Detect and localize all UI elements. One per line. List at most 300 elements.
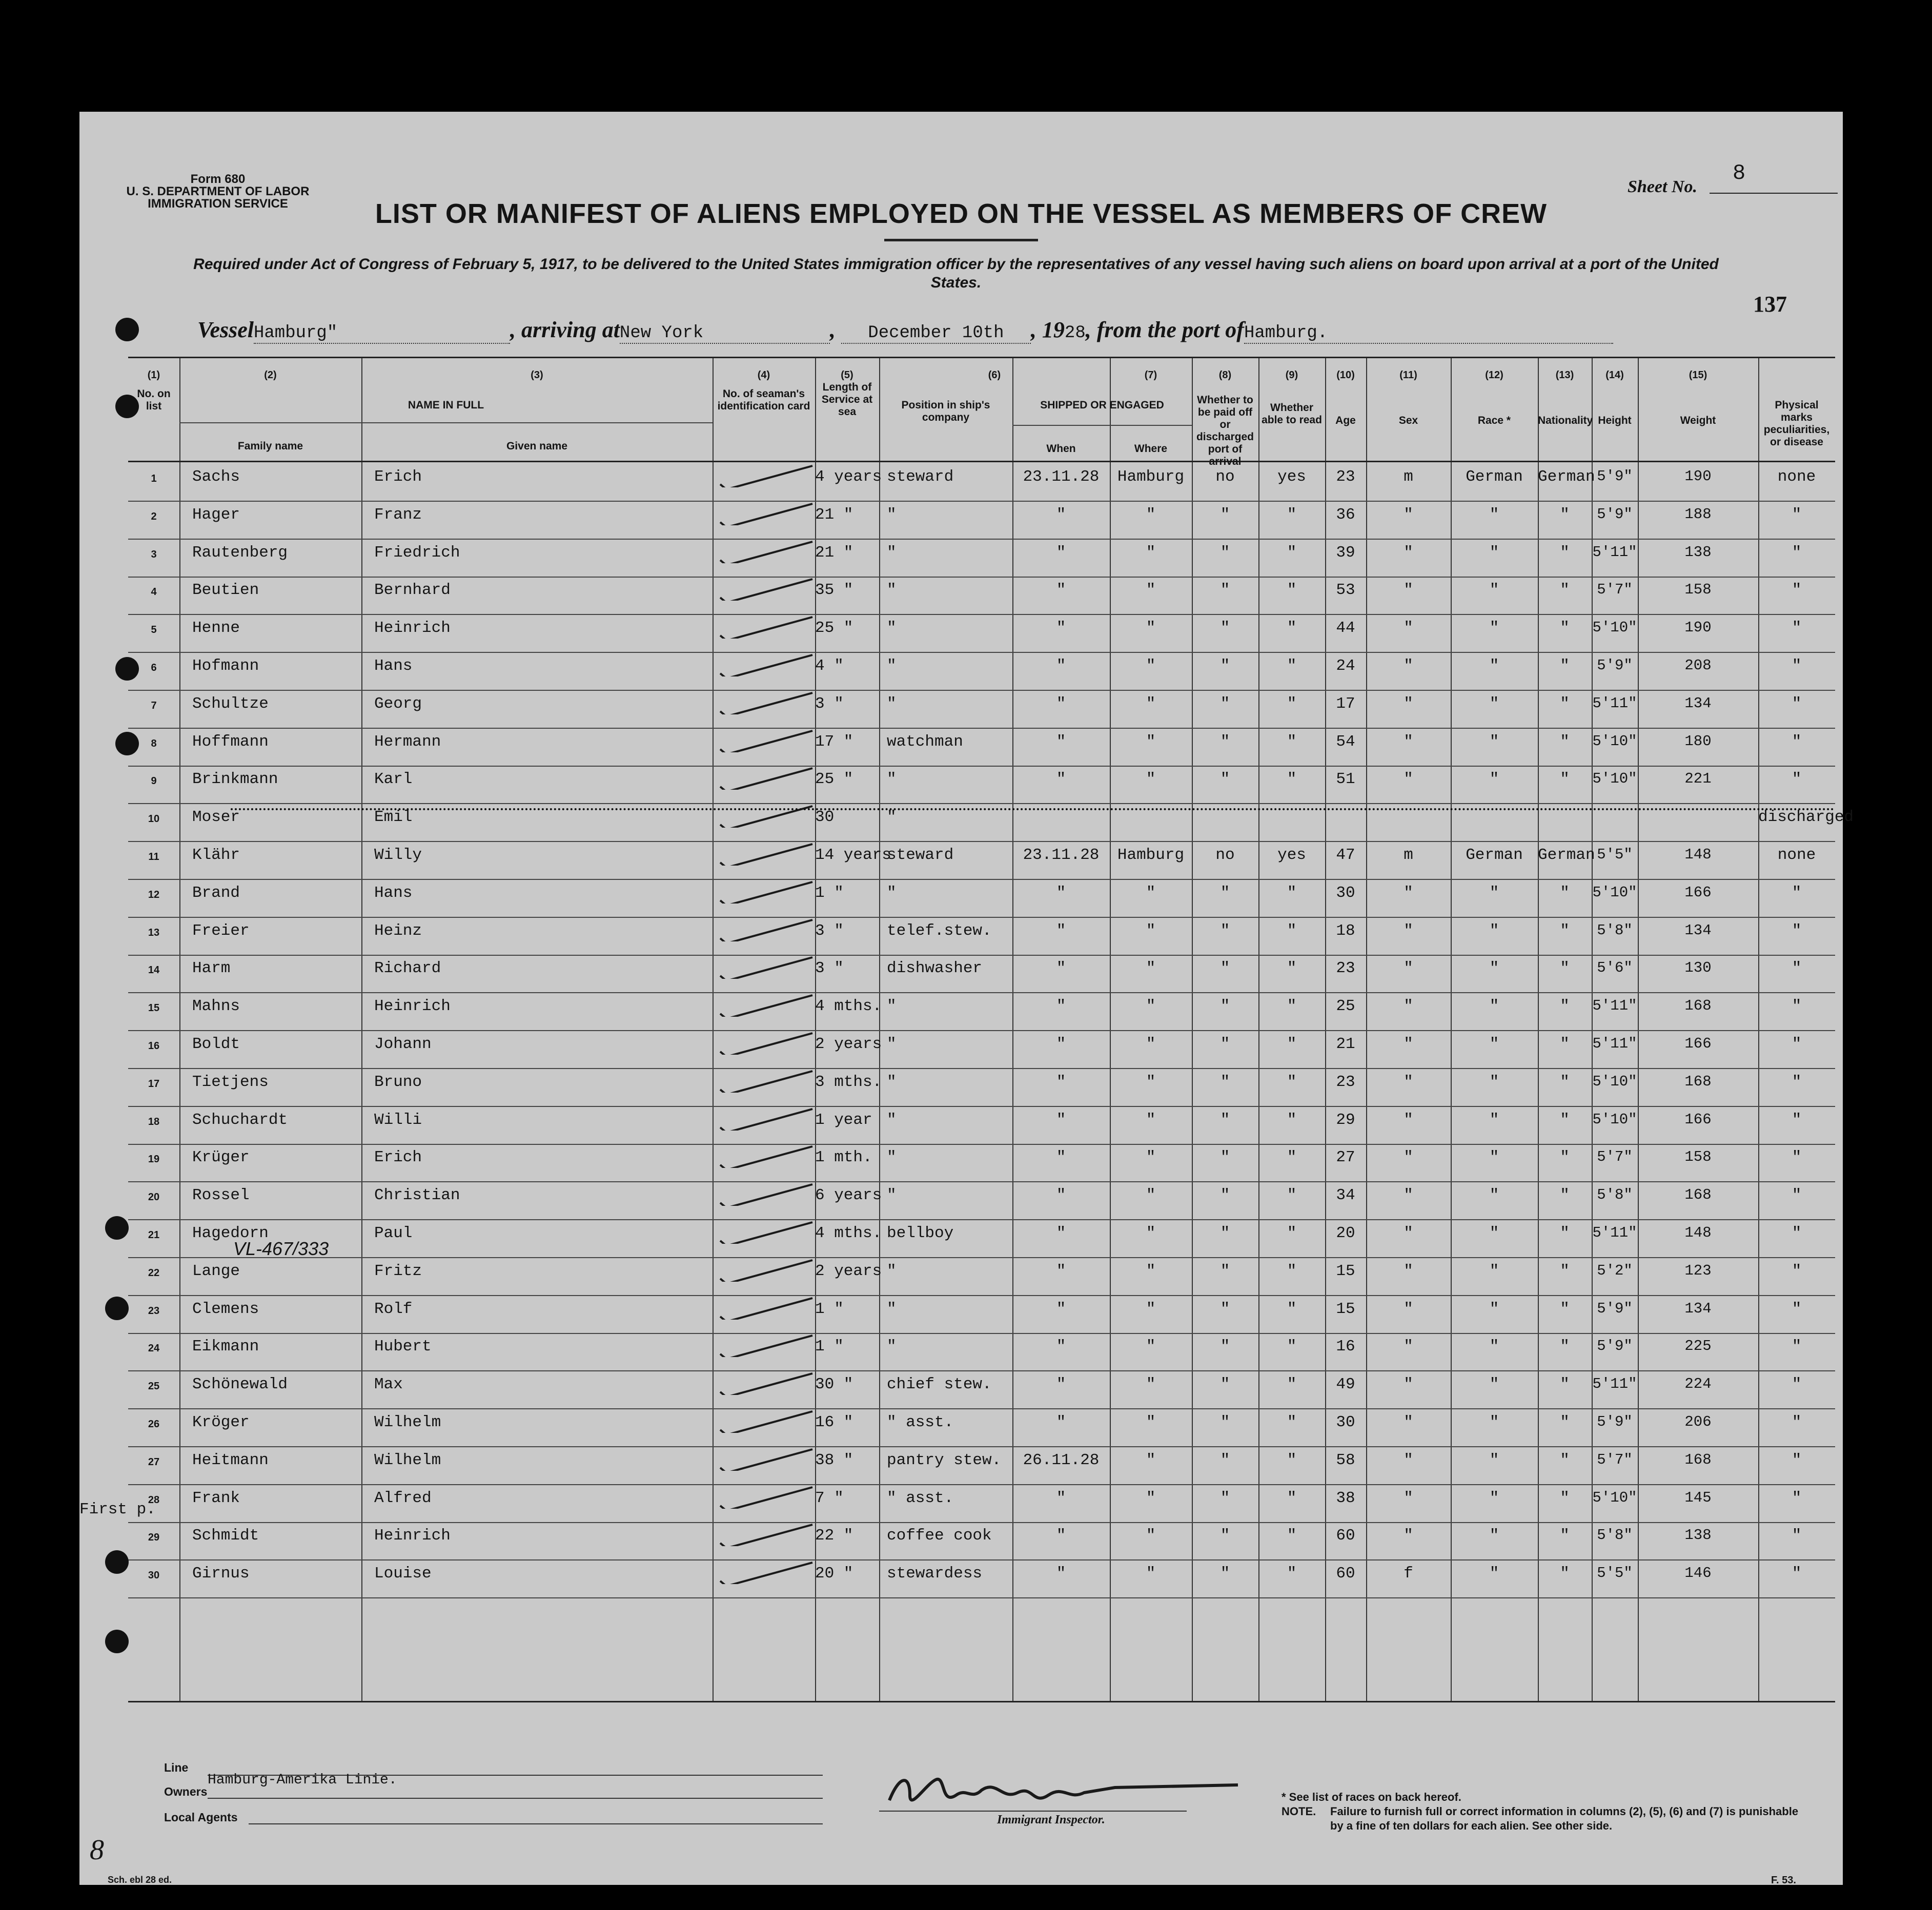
cell-shipped-where: " [1146, 732, 1156, 751]
check-mark-icon [715, 880, 818, 903]
title-rule [884, 239, 1038, 241]
cell-length-of-service: 2 years [815, 1262, 882, 1280]
header-bottom-rule [128, 461, 1835, 462]
cell-family-name: Brinkmann [192, 770, 278, 789]
cell-weight: 188 [1684, 505, 1712, 523]
cell-physical-marks: " [1792, 1300, 1802, 1318]
cell-able-to-read: " [1287, 770, 1297, 789]
table-row [128, 1258, 1835, 1296]
cell-sex: " [1404, 1300, 1413, 1318]
header-position: Position in ship's company [901, 399, 990, 423]
cell-given-name: Emil [374, 808, 413, 827]
cell-given-name: Paul [374, 1224, 413, 1242]
cell-physical-marks: " [1792, 1413, 1802, 1431]
cell-shipped-when: " [1056, 1300, 1066, 1318]
cell-height: 5'11" [1592, 1375, 1637, 1393]
cell-paid-off: " [1220, 1413, 1230, 1431]
cell-shipped-when: 23.11.28 [1023, 468, 1100, 486]
cell-shipped-where: " [1146, 1565, 1156, 1583]
col-num-6: (6) [988, 369, 1001, 381]
cell-shipped-where: " [1146, 657, 1156, 675]
cell-able-to-read: " [1287, 1262, 1297, 1280]
col-num-11: (11) [1399, 369, 1417, 381]
cell-age: 17 [1336, 694, 1355, 713]
sheet-number: 8 [1733, 161, 1746, 186]
printer-code: Sch. ebl 28 ed. [108, 1875, 172, 1885]
cell-given-name: Heinz [374, 921, 422, 940]
cell-position: " [887, 997, 897, 1016]
header-physical-marks: Physical marks peculiarities, or disease [1763, 399, 1830, 448]
check-mark-icon [715, 918, 818, 941]
cell-height: 5'10" [1592, 732, 1637, 750]
table-row [128, 1220, 1835, 1258]
cell-family-name: Harm [192, 959, 231, 978]
cell-shipped-when: " [1056, 657, 1066, 675]
cell-race: " [1489, 694, 1499, 713]
cell-able-to-read: " [1287, 1338, 1297, 1356]
cell-position: " [887, 770, 897, 789]
footer-owners-rule [208, 1798, 823, 1799]
department: U. S. DEPARTMENT OF LABOR [126, 184, 310, 198]
cell-sex: " [1404, 732, 1413, 751]
cell-race: " [1489, 543, 1499, 562]
check-mark-icon [715, 1220, 818, 1244]
cell-sex: " [1404, 619, 1413, 638]
cell-weight: 148 [1684, 846, 1712, 863]
check-mark-icon [715, 1560, 818, 1584]
cell-position: " asst. [887, 1489, 954, 1507]
inspector-label: Immigrant Inspector. [997, 1813, 1105, 1826]
cell-shipped-where: " [1146, 1111, 1156, 1129]
cell-weight: 168 [1684, 1073, 1712, 1090]
cell-row-number: 7 [151, 700, 157, 711]
cell-weight: 138 [1684, 543, 1712, 561]
cell-age: 47 [1336, 846, 1355, 864]
cell-position: dishwasher [887, 959, 983, 978]
cell-length-of-service: 1 " [815, 1300, 844, 1318]
cell-family-name: Heitmann [192, 1451, 269, 1469]
table-row [128, 1031, 1835, 1069]
cell-physical-marks: " [1792, 997, 1802, 1016]
cell-height: 5'10" [1592, 1111, 1637, 1128]
cell-length-of-service: 3 " [815, 921, 844, 940]
cell-shipped-when: " [1056, 1111, 1066, 1129]
cell-height: 5'10" [1592, 1489, 1637, 1506]
name-subheader-rule [179, 422, 713, 423]
cell-age: 51 [1336, 770, 1355, 789]
cell-age: 29 [1336, 1111, 1355, 1129]
cell-weight: 168 [1684, 1186, 1712, 1204]
cell-row-number: 14 [148, 964, 160, 976]
check-mark-icon [715, 1485, 818, 1509]
cell-age: 21 [1336, 1035, 1355, 1053]
corner-mark: 8 [90, 1834, 104, 1866]
header-paid-off: Whether to be paid off or discharged port of arrival [1196, 394, 1254, 467]
cell-nationality: " [1560, 581, 1570, 600]
binder-hole [115, 395, 139, 418]
cell-sex: m [1404, 468, 1413, 486]
cell-shipped-when: " [1056, 1262, 1066, 1280]
cell-length-of-service: 7 " [815, 1489, 844, 1507]
page-number: 137 [1753, 292, 1787, 317]
cell-paid-off: " [1220, 1262, 1230, 1280]
cell-row-number: 15 [148, 1002, 160, 1014]
cell-age: 38 [1336, 1489, 1355, 1507]
cell-physical-marks: " [1792, 1148, 1802, 1167]
table-row [128, 615, 1835, 653]
cell-able-to-read: " [1287, 1413, 1297, 1431]
cell-weight: 158 [1684, 1148, 1712, 1166]
cell-race: " [1489, 959, 1499, 978]
cell-family-name: Hagedorn [192, 1224, 269, 1242]
cell-weight: 145 [1684, 1489, 1712, 1506]
col-num-13: (13) [1555, 369, 1574, 381]
cell-nationality: " [1560, 1489, 1570, 1507]
row-rule [128, 1597, 1835, 1598]
cell-nationality: " [1560, 1338, 1570, 1356]
cell-height: 5'11" [1592, 1035, 1637, 1052]
cell-family-name: Boldt [192, 1035, 240, 1053]
check-mark-icon [715, 691, 818, 714]
cell-race: " [1489, 1375, 1499, 1394]
header-name-in-full: NAME IN FULL [408, 399, 484, 411]
cell-nationality: " [1560, 732, 1570, 751]
check-mark-icon [715, 842, 818, 866]
check-mark-icon [715, 955, 818, 979]
cell-able-to-read: " [1287, 694, 1297, 713]
race-note: * See list of races on back hereof. [1282, 1791, 1461, 1803]
cell-weight: 180 [1684, 732, 1712, 750]
cell-able-to-read: " [1287, 1451, 1297, 1469]
cell-race: " [1489, 732, 1499, 751]
cell-age: 53 [1336, 581, 1355, 600]
cell-paid-off: " [1220, 619, 1230, 638]
cell-physical-marks: " [1792, 732, 1802, 751]
cell-length-of-service: 25 " [815, 619, 853, 638]
sheet-number-rule [1710, 193, 1838, 194]
cell-race: " [1489, 884, 1499, 902]
cell-physical-marks: " [1792, 921, 1802, 940]
cell-given-name: Erich [374, 468, 422, 486]
cell-race: " [1489, 657, 1499, 675]
cell-nationality: " [1560, 1451, 1570, 1469]
cell-race: " [1489, 1035, 1499, 1053]
cell-nationality: " [1560, 1224, 1570, 1242]
cell-able-to-read: " [1287, 505, 1297, 524]
cell-length-of-service: 4 mths. [815, 997, 882, 1016]
handwritten-reference: VL-467/333 [233, 1238, 329, 1259]
cell-able-to-read: " [1287, 1073, 1297, 1091]
cell-row-number: 6 [151, 662, 157, 673]
cell-physical-marks: " [1792, 505, 1802, 524]
cell-shipped-when: 23.11.28 [1023, 846, 1100, 864]
note-text: Failure to furnish full or correct information in columns (2), (5), (6) and (7) is punishable by a fine of ten dollars for each alien. See other side. [1330, 1805, 1799, 1832]
table-row [128, 804, 1854, 842]
cell-nationality: " [1560, 884, 1570, 902]
header-race: Race * [1477, 415, 1511, 426]
cell-position: pantry stew. [887, 1451, 1002, 1469]
cell-able-to-read: " [1287, 732, 1297, 751]
cell-family-name: Schönewald [192, 1375, 288, 1394]
cell-sex: " [1404, 1186, 1413, 1205]
cell-sex: " [1404, 770, 1413, 789]
shipped-subheader-rule [1012, 425, 1192, 426]
table-row [128, 993, 1835, 1031]
cell-position: steward [887, 846, 954, 864]
table-row [128, 691, 1835, 729]
cell-height: 5'9" [1597, 505, 1633, 523]
cell-position: telef.stew. [887, 921, 992, 940]
cell-height: 5'8" [1597, 1186, 1633, 1204]
cell-age: 44 [1336, 619, 1355, 638]
cell-weight: 138 [1684, 1527, 1712, 1544]
cell-sex: " [1404, 1224, 1413, 1242]
cell-shipped-where: " [1146, 619, 1156, 638]
cell-weight: 190 [1684, 619, 1712, 636]
cell-physical-marks: " [1792, 1375, 1802, 1394]
cell-position: " [887, 657, 897, 675]
service: IMMIGRATION SERVICE [148, 197, 288, 211]
table-row [128, 1371, 1835, 1409]
cell-able-to-read: " [1287, 1527, 1297, 1545]
cell-row-number: 17 [148, 1078, 160, 1090]
header-sex: Sex [1398, 415, 1418, 426]
cell-given-name: Hans [374, 657, 413, 675]
cell-physical-marks: " [1792, 657, 1802, 675]
cell-paid-off: " [1220, 1527, 1230, 1545]
departure-port: Hamburg. [1244, 323, 1613, 344]
cell-race: German [1466, 468, 1523, 486]
cell-position: " [887, 884, 897, 902]
from-label: from the port of [1096, 317, 1244, 342]
cell-position: " [887, 619, 897, 638]
cell-shipped-where: " [1146, 884, 1156, 902]
cell-shipped-when: " [1056, 1489, 1066, 1507]
strikethrough-line [231, 808, 1835, 810]
voyage-line: VesselHamburg" , arriving atNew York , December 10th , 1928, from the port ofHamburg. [197, 317, 1613, 344]
cell-length-of-service: 3 " [815, 694, 844, 713]
cell-paid-off: " [1220, 1224, 1230, 1242]
manifest-sheet [79, 112, 1854, 1886]
cell-weight: 166 [1684, 1035, 1712, 1052]
cell-row-number: 5 [151, 624, 157, 636]
header-where: Where [1134, 443, 1168, 455]
cell-shipped-where: " [1146, 1224, 1156, 1242]
cell-sex: " [1404, 694, 1413, 713]
crew-table [128, 357, 1854, 1702]
cell-position: bellboy [887, 1224, 954, 1242]
cell-able-to-read: " [1287, 657, 1297, 675]
table-row [128, 729, 1835, 767]
cell-weight: 134 [1684, 1300, 1712, 1317]
check-mark-icon [715, 1523, 818, 1546]
table-row [128, 653, 1835, 691]
binder-hole [105, 1630, 129, 1653]
cell-row-number: 4 [151, 586, 157, 598]
cell-paid-off: " [1220, 1565, 1230, 1583]
table-row [128, 918, 1835, 956]
cell-position: " asst. [887, 1413, 954, 1431]
cell-position: steward [887, 468, 954, 486]
cell-paid-off: " [1220, 770, 1230, 789]
header-no-on-list: No. on list [137, 388, 171, 412]
cell-position: " [887, 1338, 897, 1356]
cell-physical-marks: " [1792, 694, 1802, 713]
cell-given-name: Heinrich [374, 997, 451, 1016]
cell-age: 58 [1336, 1451, 1355, 1469]
cell-shipped-when: " [1056, 1186, 1066, 1205]
cell-family-name: Tietjens [192, 1073, 269, 1091]
cell-age: 15 [1336, 1262, 1355, 1280]
cell-row-number: 16 [148, 1040, 160, 1052]
check-mark-icon [715, 1069, 818, 1093]
cell-age: 20 [1336, 1224, 1355, 1242]
col-num-15: (15) [1689, 369, 1707, 381]
cell-length-of-service: 4 years [815, 468, 882, 486]
cell-row-number: 25 [148, 1381, 160, 1392]
check-mark-icon [715, 1144, 818, 1168]
cell-height: 5'11" [1592, 694, 1637, 712]
cell-sex: " [1404, 1073, 1413, 1091]
cell-weight: 166 [1684, 884, 1712, 901]
cell-able-to-read: " [1287, 543, 1297, 562]
cell-sex: " [1404, 1489, 1413, 1507]
cell-weight: 134 [1684, 921, 1712, 939]
cell-nationality: German [1538, 846, 1595, 864]
cell-race: " [1489, 1148, 1499, 1167]
cell-able-to-read: yes [1277, 468, 1306, 486]
check-mark-icon [715, 1409, 818, 1433]
cell-shipped-when: " [1056, 1035, 1066, 1053]
cell-weight: 168 [1684, 997, 1712, 1015]
cell-physical-marks: " [1792, 770, 1802, 789]
check-mark-icon [715, 993, 818, 1017]
cell-physical-marks: " [1792, 1565, 1802, 1583]
header-given-name: Given name [506, 440, 568, 452]
cell-race: " [1489, 921, 1499, 940]
cell-able-to-read: " [1287, 884, 1297, 902]
binder-hole [115, 318, 139, 341]
cell-race: " [1489, 770, 1499, 789]
cell-paid-off: " [1220, 1300, 1230, 1318]
inspector-rule [879, 1811, 1187, 1812]
cell-height: 5'7" [1597, 1451, 1633, 1468]
cell-position: coffee cook [887, 1527, 992, 1545]
cell-given-name: Rolf [374, 1300, 413, 1318]
table-row [128, 502, 1835, 540]
cell-shipped-where: " [1146, 543, 1156, 562]
cell-family-name: Brand [192, 884, 240, 902]
cell-age: 36 [1336, 505, 1355, 524]
cell-nationality: " [1560, 543, 1570, 562]
cell-sex: " [1404, 1262, 1413, 1280]
cell-nationality: " [1560, 505, 1570, 524]
cell-nationality: " [1560, 1148, 1570, 1167]
binder-hole [105, 1550, 129, 1574]
cell-shipped-when: 26.11.28 [1023, 1451, 1100, 1469]
cell-family-name: Krüger [192, 1148, 250, 1167]
cell-row-number: 29 [148, 1532, 160, 1544]
cell-age: 23 [1336, 468, 1355, 486]
cell-nationality: " [1560, 959, 1570, 978]
header-length-service: Length of Service at sea [821, 381, 873, 418]
inspector-signature [879, 1764, 1269, 1821]
cell-height: 5'9" [1597, 1300, 1633, 1317]
cell-shipped-when: " [1056, 694, 1066, 713]
cell-row-number: 18 [148, 1116, 160, 1127]
cell-given-name: Franz [374, 505, 422, 524]
table-row [128, 1485, 1835, 1523]
cell-shipped-when: " [1056, 1148, 1066, 1167]
cell-position: " [887, 808, 897, 827]
cell-family-name: Lange [192, 1262, 240, 1280]
sheet-label: Sheet No. [1628, 177, 1697, 196]
cell-height: 5'9" [1597, 1338, 1633, 1355]
cell-position: watchman [887, 732, 963, 751]
cell-family-name: Rautenberg [192, 543, 288, 562]
cell-race: " [1489, 1186, 1499, 1205]
cell-row-number: 10 [148, 813, 160, 825]
cell-physical-marks: " [1792, 1035, 1802, 1053]
arrival-port: New York [620, 323, 830, 344]
cell-race: " [1489, 1224, 1499, 1242]
cell-nationality: " [1560, 1073, 1570, 1091]
cell-paid-off: " [1220, 694, 1230, 713]
cell-nationality: " [1560, 1111, 1570, 1129]
cell-age: 39 [1336, 543, 1355, 562]
cell-given-name: Georg [374, 694, 422, 713]
cell-height: 5'5" [1597, 1565, 1633, 1582]
cell-race: " [1489, 1338, 1499, 1356]
cell-physical-marks: " [1792, 1527, 1802, 1545]
cell-family-name: Freier [192, 921, 250, 940]
cell-sex: " [1404, 1375, 1413, 1394]
cell-length-of-service: 1 " [815, 1338, 844, 1356]
cell-age: 24 [1336, 657, 1355, 675]
cell-physical-marks: none [1777, 468, 1816, 486]
note-label: NOTE. [1282, 1805, 1316, 1818]
cell-sex: " [1404, 505, 1413, 524]
cell-able-to-read: " [1287, 581, 1297, 600]
year-prefix: 19 [1042, 317, 1065, 342]
cell-paid-off: " [1220, 1375, 1230, 1394]
footer-line-label: Line [164, 1761, 189, 1774]
check-mark-icon [715, 1296, 818, 1320]
cell-nationality: " [1560, 770, 1570, 789]
cell-able-to-read: " [1287, 1224, 1297, 1242]
cell-family-name: Hager [192, 505, 240, 524]
cell-weight: 146 [1684, 1565, 1712, 1582]
cell-physical-marks: " [1792, 1186, 1802, 1205]
arrival-year: 28 [1064, 323, 1086, 343]
cell-row-number: 22 [148, 1267, 160, 1279]
cell-row-number: 1 [151, 473, 157, 484]
col-num-2: (2) [264, 369, 277, 381]
cell-length-of-service: 30 [815, 808, 835, 827]
cell-length-of-service: 35 " [815, 581, 853, 600]
cell-shipped-where: " [1146, 770, 1156, 789]
cell-shipped-when: " [1056, 921, 1066, 940]
cell-length-of-service: 4 mths. [815, 1224, 882, 1242]
cell-paid-off: " [1220, 543, 1230, 562]
cell-given-name: Max [374, 1375, 403, 1394]
cell-height: 5'10" [1592, 884, 1637, 901]
cell-paid-off: " [1220, 1111, 1230, 1129]
cell-able-to-read: " [1287, 1035, 1297, 1053]
cell-family-name: Frank [192, 1489, 240, 1507]
header-height: Height [1598, 415, 1632, 426]
cell-paid-off: " [1220, 657, 1230, 675]
